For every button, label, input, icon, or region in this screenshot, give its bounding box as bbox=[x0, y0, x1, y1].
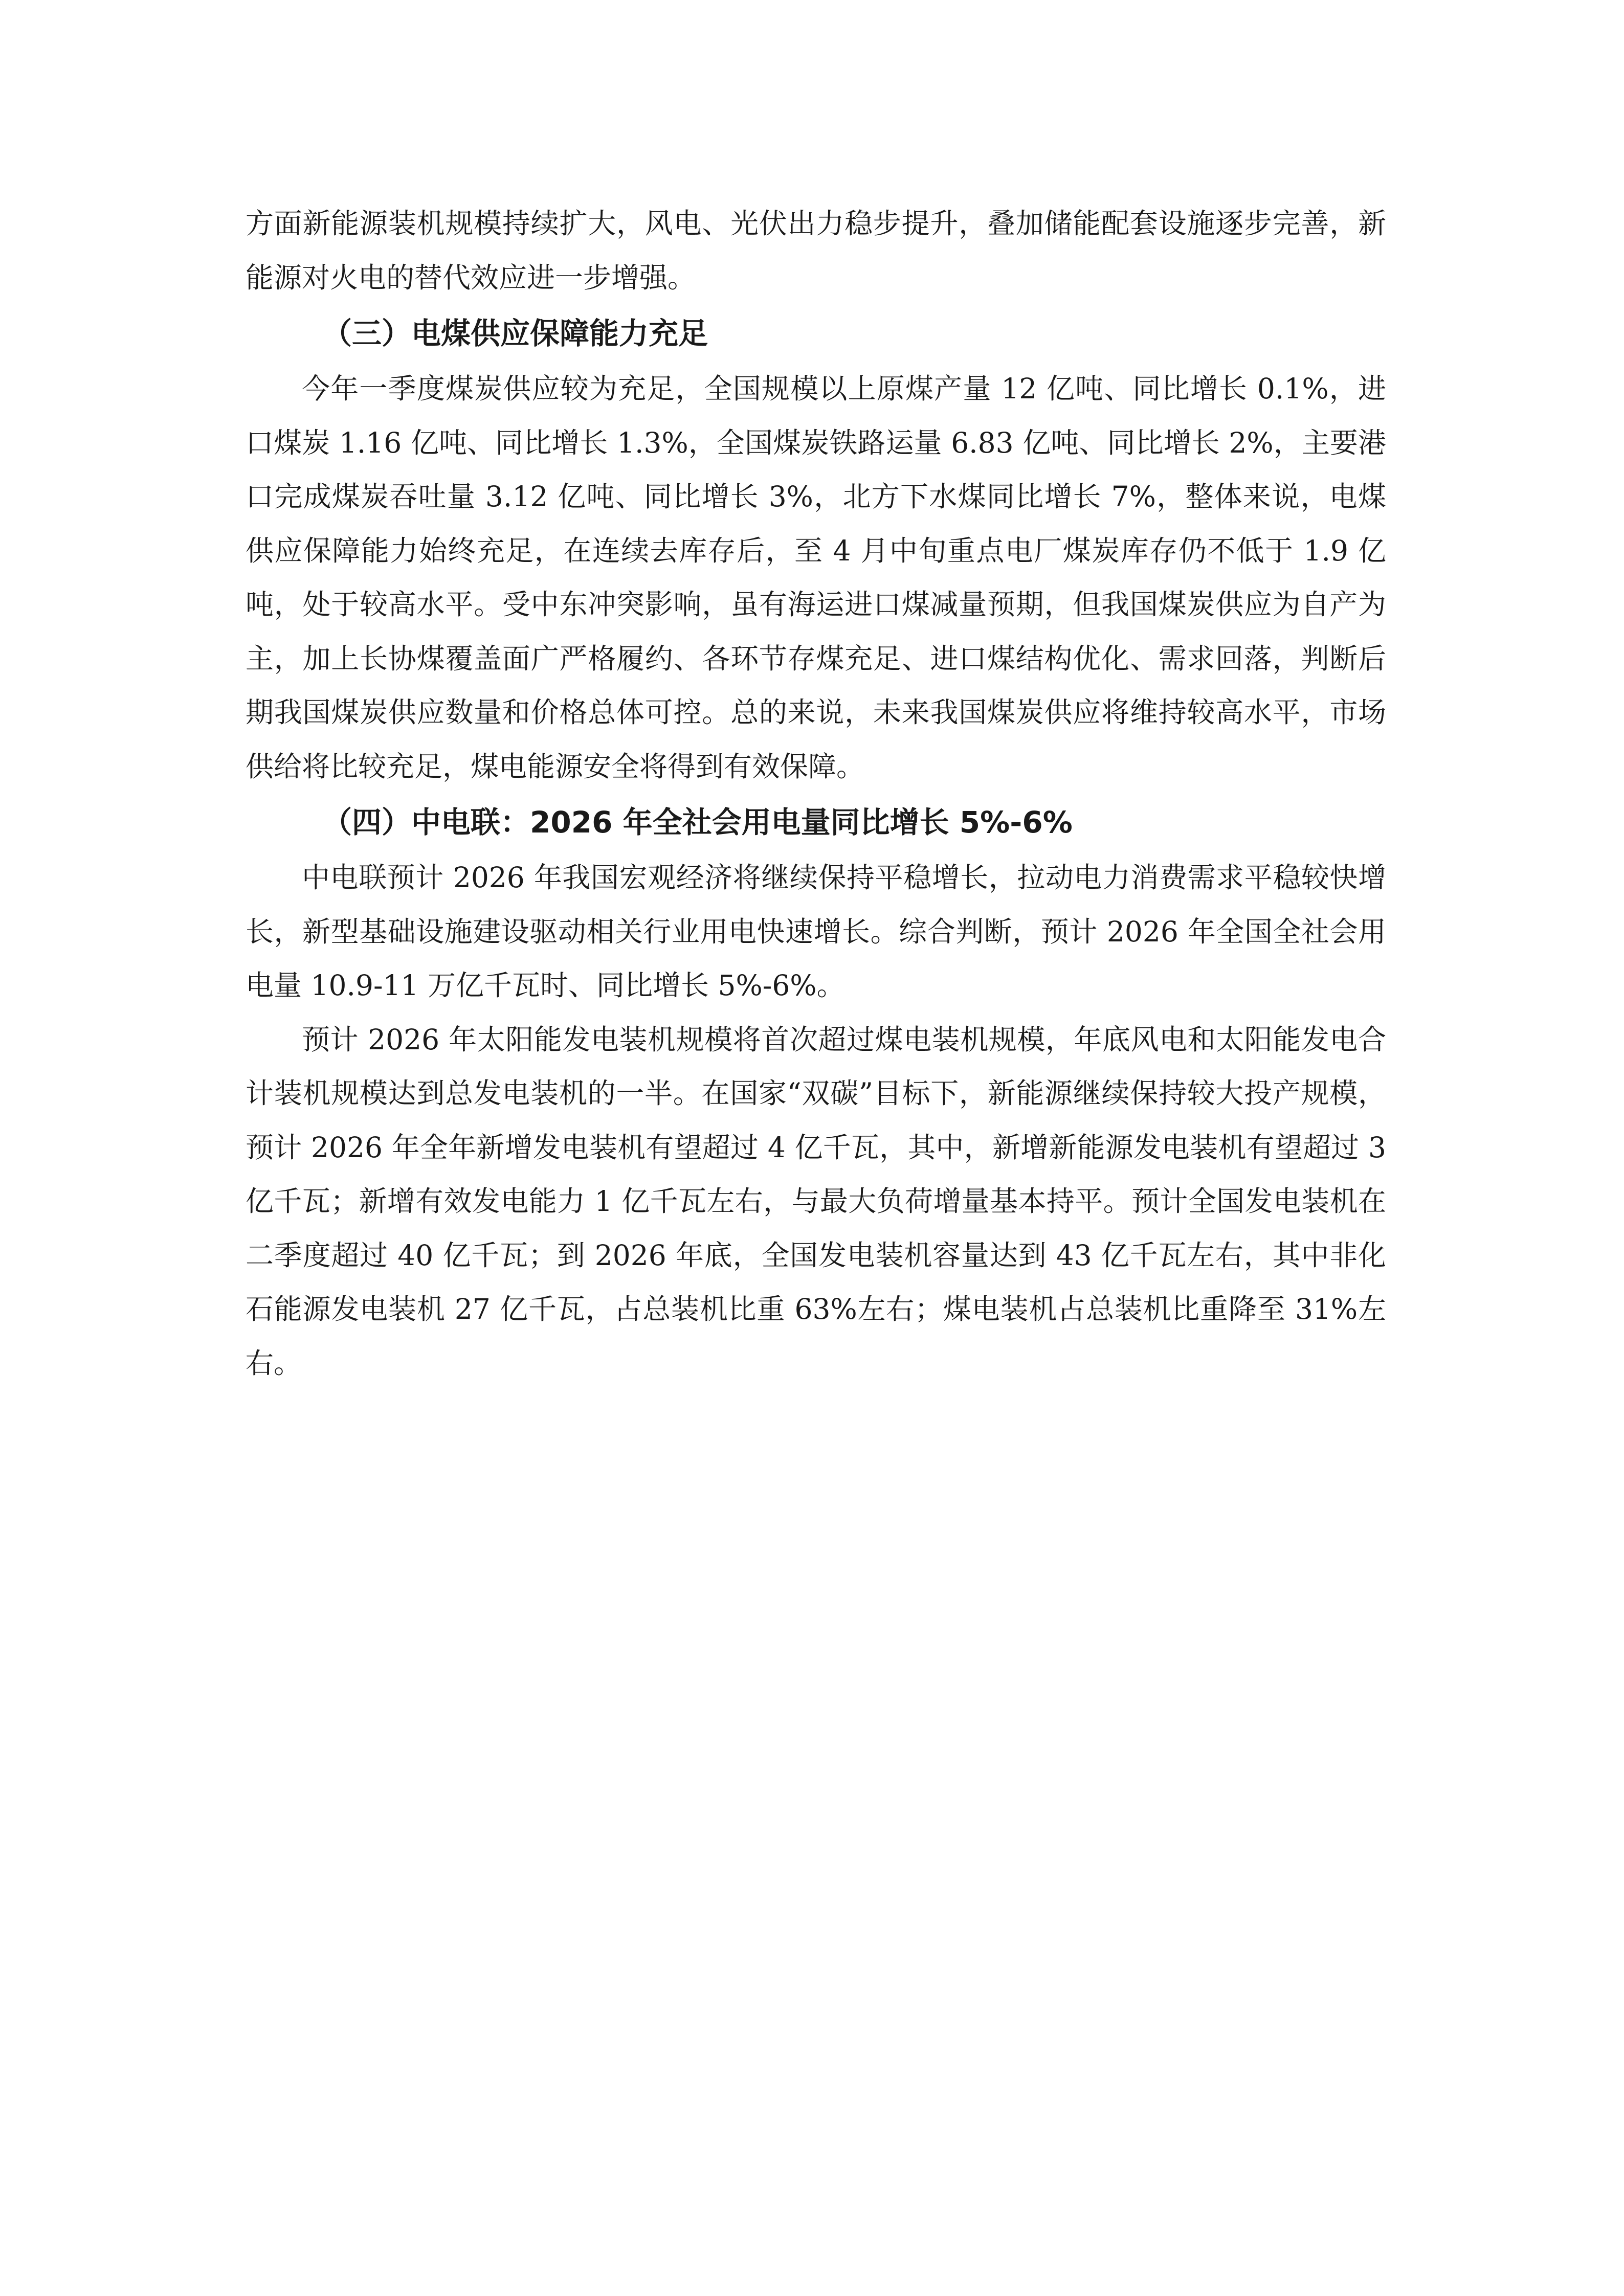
section-heading-coal-supply: （三）电煤供应保障能力充足 bbox=[322, 316, 708, 351]
paragraph-coal-supply: 今年一季度煤炭供应较为充足，全国规模以上原煤产量 12 亿吨、同比增长 0.1%，进口煤炭 1.16 亿吨、同比增长 1.3%，全国煤炭铁路运量 6.83 亿吨、同比增长 2%，主要港口完成煤炭吞吐量 3.12 亿吨、同比增长 3%，北方下水煤同比增长 7%，整体来说，电煤供应保障能力始终充足，在连续去库存后，至 4 月中旬重点电厂煤炭库存仍不低于 1.9 亿吨，处于较高水平。受中东冲突影响，虽有海运进口煤减量预期，但我国煤炭供应为自产为主，加上长协煤覆盖面广严格履约、各环节存煤充足、进口煤结构优化、需求回落，判断后期我国煤炭供应数量和价格总体可控。总的来说，未来我国煤炭供应将维持较高水平，市场供给将比较充足，煤电能源安全将得到有效保障。 bbox=[246, 372, 1386, 783]
paragraph-electricity-demand: 中电联预计 2026 年我国宏观经济将继续保持平稳增长，拉动电力消费需求平稳较快增长，新型基础设施建设驱动相关行业用电快速增长。综合判断，预计 2026 年全国全社会用电量 10.9-11 万亿千瓦时、同比增长 5%-6%。 bbox=[246, 861, 1386, 1002]
paragraph-installed-capacity: 预计 2026 年太阳能发电装机规模将首次超过煤电装机规模，年底风电和太阳能发电合计装机规模达到总发电装机的一半。在国家“双碳”目标下，新能源继续保持较大投产规模，预计 2026 年全年新增发电装机有望超过 4 亿千瓦，其中，新增新能源发电装机有望超过 3 亿千瓦；新增有效发电能力 1 亿千瓦左右，与最大负荷增量基本持平。预计全国发电装机在二季度超过 40 亿千瓦；到 2026 年底，全国发电装机容量达到 43 亿千瓦左右，其中非化石能源发电装机 27 亿千瓦，占总装机比重 63%左右；煤电装机占总装机比重降至 31%左右。 bbox=[246, 1023, 1386, 1380]
section-heading-cec-forecast: （四）中电联：2026 年全社会用电量同比增长 5%-6% bbox=[322, 805, 1073, 840]
document-body bbox=[246, 197, 1386, 1390]
paragraph-continuation: 方面新能源装机规模持续扩大，风电、光伏出力稳步提升，叠加储能配套设施逐步完善，新能源对火电的替代效应进一步增强。 bbox=[246, 207, 1386, 294]
